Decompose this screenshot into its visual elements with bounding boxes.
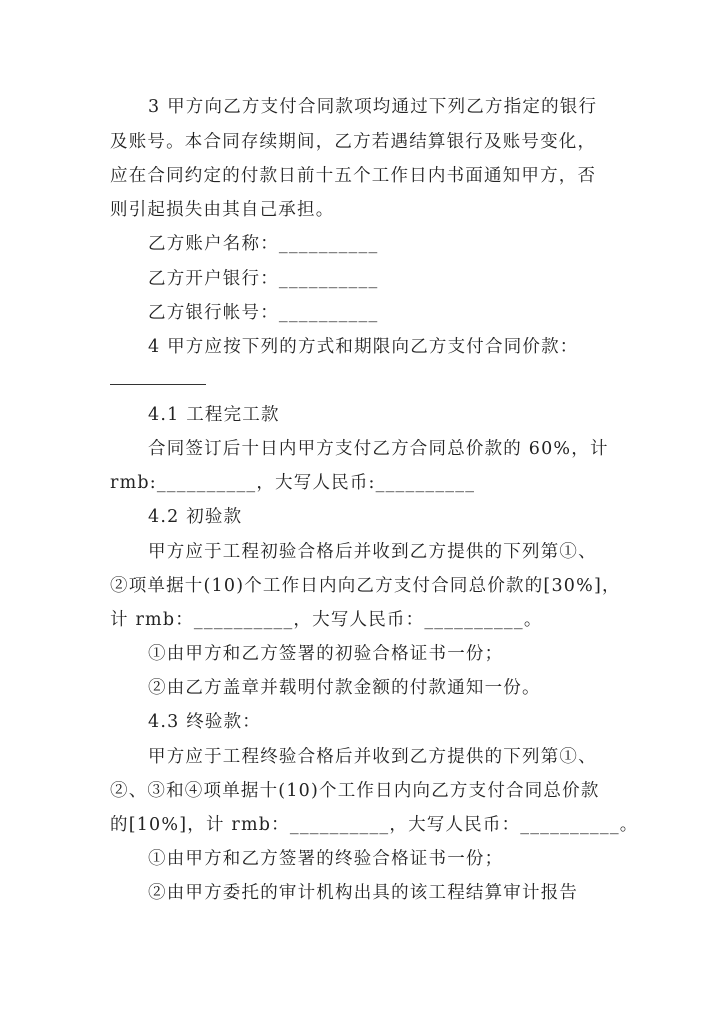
section-4-3-line-3: 的[10%]，计 rmb：__________，大写人民币：__________。	[110, 815, 639, 835]
paragraph-4-heading: 4 甲方应按下列的方式和期限向乙方支付合同价款：	[148, 337, 579, 357]
blank-underline	[110, 384, 206, 385]
section-4-3-item-1: ①由甲方和乙方签署的终验合格证书一份；	[148, 849, 504, 869]
paragraph-3-line-1: 3 甲方向乙方支付合同款项均通过下列乙方指定的银行	[148, 97, 598, 117]
section-4-1-title: 4.1 工程完工款	[148, 405, 280, 425]
section-4-2-line-3: 计 rmb：__________，大写人民币：__________。	[110, 610, 543, 630]
paragraph-3-line-3: 应在合同约定的付款日前十五个工作日内书面通知甲方，否	[110, 166, 597, 186]
account-name-field: 乙方账户名称：__________	[148, 234, 379, 254]
section-4-2-line-1: 甲方应于工程初验合格后并收到乙方提供的下列第①、	[148, 542, 597, 562]
section-4-2-item-2: ②由乙方盖章并载明付款金额的付款通知一份。	[148, 678, 541, 698]
section-4-3-line-1: 甲方应于工程终验合格后并收到乙方提供的下列第①、	[148, 747, 597, 767]
paragraph-3-line-4: 则引起损失由其自己承担。	[110, 200, 335, 220]
section-4-1-line-1: 合同签订后十日内甲方支付乙方合同总价款的 60%，计	[148, 439, 609, 459]
section-4-1-line-2: rmb:__________，大写人民币:__________	[110, 473, 476, 493]
section-4-3-title: 4.3 终验款：	[148, 712, 261, 732]
section-4-3-item-2: ②由甲方委托的审计机构出具的该工程结算审计报告	[148, 883, 579, 903]
bank-name-field: 乙方开户银行：__________	[148, 269, 379, 289]
section-4-2-item-1: ①由甲方和乙方签署的初验合格证书一份；	[148, 644, 504, 664]
section-4-3-line-2: ②、③和④项单据十(10)个工作日内向乙方支付合同总价款	[110, 781, 600, 801]
section-4-2-line-2: ②项单据十(10)个工作日内向乙方支付合同总价款的[30%]，	[110, 576, 621, 596]
account-number-field: 乙方银行帐号：__________	[148, 303, 379, 323]
section-4-2-title: 4.2 初验款	[148, 507, 243, 527]
paragraph-3-line-2: 及账号。本合同存续期间，乙方若遇结算银行及账号变化，	[110, 132, 597, 152]
